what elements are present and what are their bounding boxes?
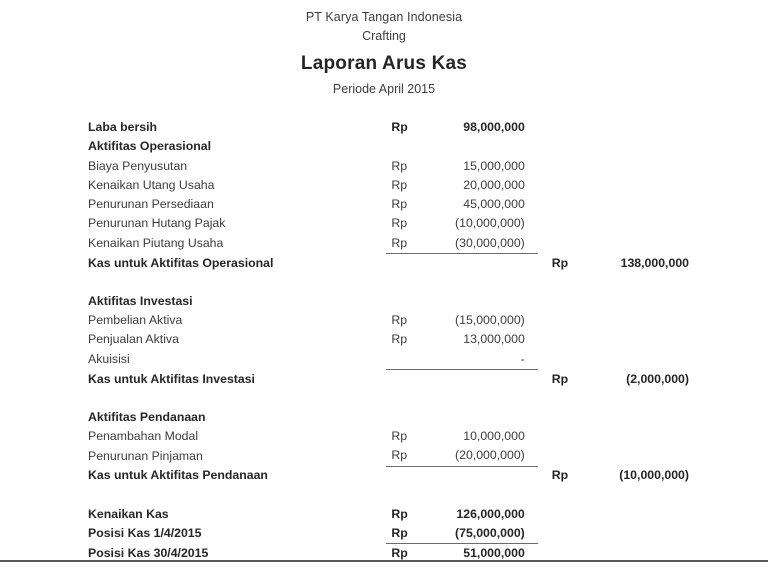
row-label: Posisi Kas 30/4/2015 <box>88 546 209 561</box>
row-total-amount <box>579 214 698 233</box>
row-amount: 20,000,000 <box>463 177 525 192</box>
table-row <box>88 446 698 466</box>
row-total-currency <box>538 311 580 330</box>
row-total-amount: (2,000,000) <box>626 371 689 386</box>
row-total-amount <box>579 524 698 544</box>
row-total-currency <box>538 408 580 427</box>
row-total-amount <box>579 234 698 254</box>
row-amount: 126,000,000 <box>456 506 525 521</box>
table-row <box>88 234 698 254</box>
row-currency <box>386 466 421 485</box>
section-total-row <box>88 370 698 389</box>
row-total-currency: Rp <box>551 468 569 483</box>
row-label: Penurunan Persediaan <box>88 197 214 212</box>
row-label: Penurunan Pinjaman <box>88 448 203 463</box>
row-currency: Rp <box>391 506 408 521</box>
row-currency: Rp <box>391 429 408 444</box>
cash-flow-table <box>88 118 698 563</box>
table-row <box>88 505 698 524</box>
row-total-amount <box>579 118 698 137</box>
section-header-row <box>88 408 698 427</box>
row-total-amount <box>579 427 698 446</box>
company-division: Crafting <box>362 29 406 43</box>
company-name: PT Karya Tangan Indonesia <box>305 10 463 24</box>
row-currency: Rp <box>391 120 408 134</box>
row-total-currency <box>538 234 580 254</box>
row-label: Pembelian Aktiva <box>88 313 183 328</box>
row-label: Kenaikan Kas <box>88 506 169 521</box>
table-row <box>88 427 698 446</box>
row-label: Kenaikan Utang Usaha <box>88 177 215 192</box>
row-total-currency <box>538 292 580 311</box>
row-currency <box>386 350 421 370</box>
row-amount <box>422 466 538 485</box>
row-total-amount <box>579 137 698 156</box>
row-total-amount <box>579 176 698 195</box>
row-total-currency <box>538 350 580 370</box>
row-label: Laba bersih <box>88 120 158 134</box>
row-total-currency <box>538 524 580 544</box>
row-label: Kenaikan Piutang Usaha <box>88 236 224 251</box>
row-amount: (75,000,000) <box>422 524 538 544</box>
row-currency: Rp <box>391 313 408 328</box>
row-currency: Rp <box>391 197 408 212</box>
row-total-currency <box>538 176 580 195</box>
row-currency: Rp <box>391 177 408 192</box>
row-label: Akuisisi <box>88 352 130 367</box>
row-label: Penjualan Aktiva <box>88 332 179 347</box>
row-currency: Rp <box>391 158 408 173</box>
row-total-currency <box>538 195 580 214</box>
section-header-row <box>88 292 698 311</box>
row-total-currency <box>538 427 580 446</box>
row-total-amount <box>579 292 698 311</box>
row-label: Kas untuk Aktifitas Pendanaan <box>88 468 268 483</box>
table-row <box>88 350 698 370</box>
row-currency <box>386 370 421 389</box>
row-total-currency <box>538 214 580 233</box>
row-total-currency <box>538 505 580 524</box>
row-total-amount: (10,000,000) <box>619 468 689 483</box>
row-currency: Rp <box>386 524 421 544</box>
row-label: Penurunan Hutang Pajak <box>88 216 226 231</box>
row-total-currency: Rp <box>551 371 569 386</box>
row-total-currency <box>538 446 580 466</box>
row-amount: (20,000,000) <box>422 446 538 466</box>
row-total-amount <box>579 195 698 214</box>
section-title: Aktifitas Operasional <box>88 139 212 154</box>
report-period: Periode April 2015 <box>332 82 436 96</box>
table-row <box>88 118 698 137</box>
section-total-row <box>88 254 698 273</box>
row-total-currency <box>538 118 580 137</box>
row-total-currency <box>538 330 580 349</box>
row-amount: 51,000,000 <box>463 546 525 561</box>
section-title: Aktifitas Investasi <box>88 293 193 308</box>
row-currency: Rp <box>391 546 408 561</box>
table-row <box>88 195 698 214</box>
row-amount: (30,000,000) <box>422 234 538 254</box>
row-currency: Rp <box>391 216 408 231</box>
row-total-amount <box>579 446 698 466</box>
row-amount: - <box>422 350 538 370</box>
row-amount: 10,000,000 <box>463 429 525 444</box>
row-label: Posisi Kas 1/4/2015 <box>88 526 202 541</box>
row-currency <box>386 408 421 427</box>
row-currency: Rp <box>386 234 421 254</box>
row-currency: Rp <box>386 446 421 466</box>
row-total-amount <box>579 157 698 176</box>
table-row <box>88 176 698 195</box>
table-row <box>88 157 698 176</box>
row-amount <box>422 254 538 273</box>
table-row <box>88 311 698 330</box>
row-amount <box>422 137 538 156</box>
row-amount: 45,000,000 <box>463 197 525 212</box>
row-currency <box>386 137 421 156</box>
row-total-amount <box>579 350 698 370</box>
row-total-currency <box>538 157 580 176</box>
table-row <box>88 330 698 349</box>
page-bottom-divider <box>0 560 768 562</box>
row-amount <box>422 292 538 311</box>
row-currency: Rp <box>391 332 408 347</box>
row-total-amount: 138,000,000 <box>620 255 689 270</box>
section-title: Aktifitas Pendanaan <box>88 409 206 424</box>
row-amount: 13,000,000 <box>463 332 525 347</box>
page-title: Laporan Arus Kas <box>300 53 468 74</box>
row-label: Kas untuk Aktifitas Investasi <box>88 371 255 386</box>
row-total-amount <box>579 408 698 427</box>
report-header <box>0 0 768 99</box>
table-row <box>88 214 698 233</box>
row-currency <box>386 292 421 311</box>
row-amount <box>422 370 538 389</box>
row-currency <box>386 254 421 273</box>
row-total-amount <box>579 505 698 524</box>
row-amount: (15,000,000) <box>455 313 525 328</box>
row-amount: (10,000,000) <box>455 216 525 231</box>
row-spacer <box>88 273 698 292</box>
section-header-row <box>88 137 698 156</box>
row-total-amount <box>579 330 698 349</box>
row-amount: 15,000,000 <box>463 158 525 173</box>
section-total-row <box>88 466 698 485</box>
row-total-currency <box>538 137 580 156</box>
table-row <box>88 524 698 544</box>
row-spacer <box>88 389 698 408</box>
row-amount: 98,000,000 <box>463 120 525 134</box>
row-label: Kas untuk Aktifitas Operasional <box>88 255 274 270</box>
row-spacer <box>88 486 698 505</box>
row-label: Penambahan Modal <box>88 429 199 444</box>
row-total-currency: Rp <box>551 255 569 270</box>
row-total-amount <box>579 311 698 330</box>
row-amount <box>422 408 538 427</box>
row-label: Biaya Penyusutan <box>88 158 188 173</box>
